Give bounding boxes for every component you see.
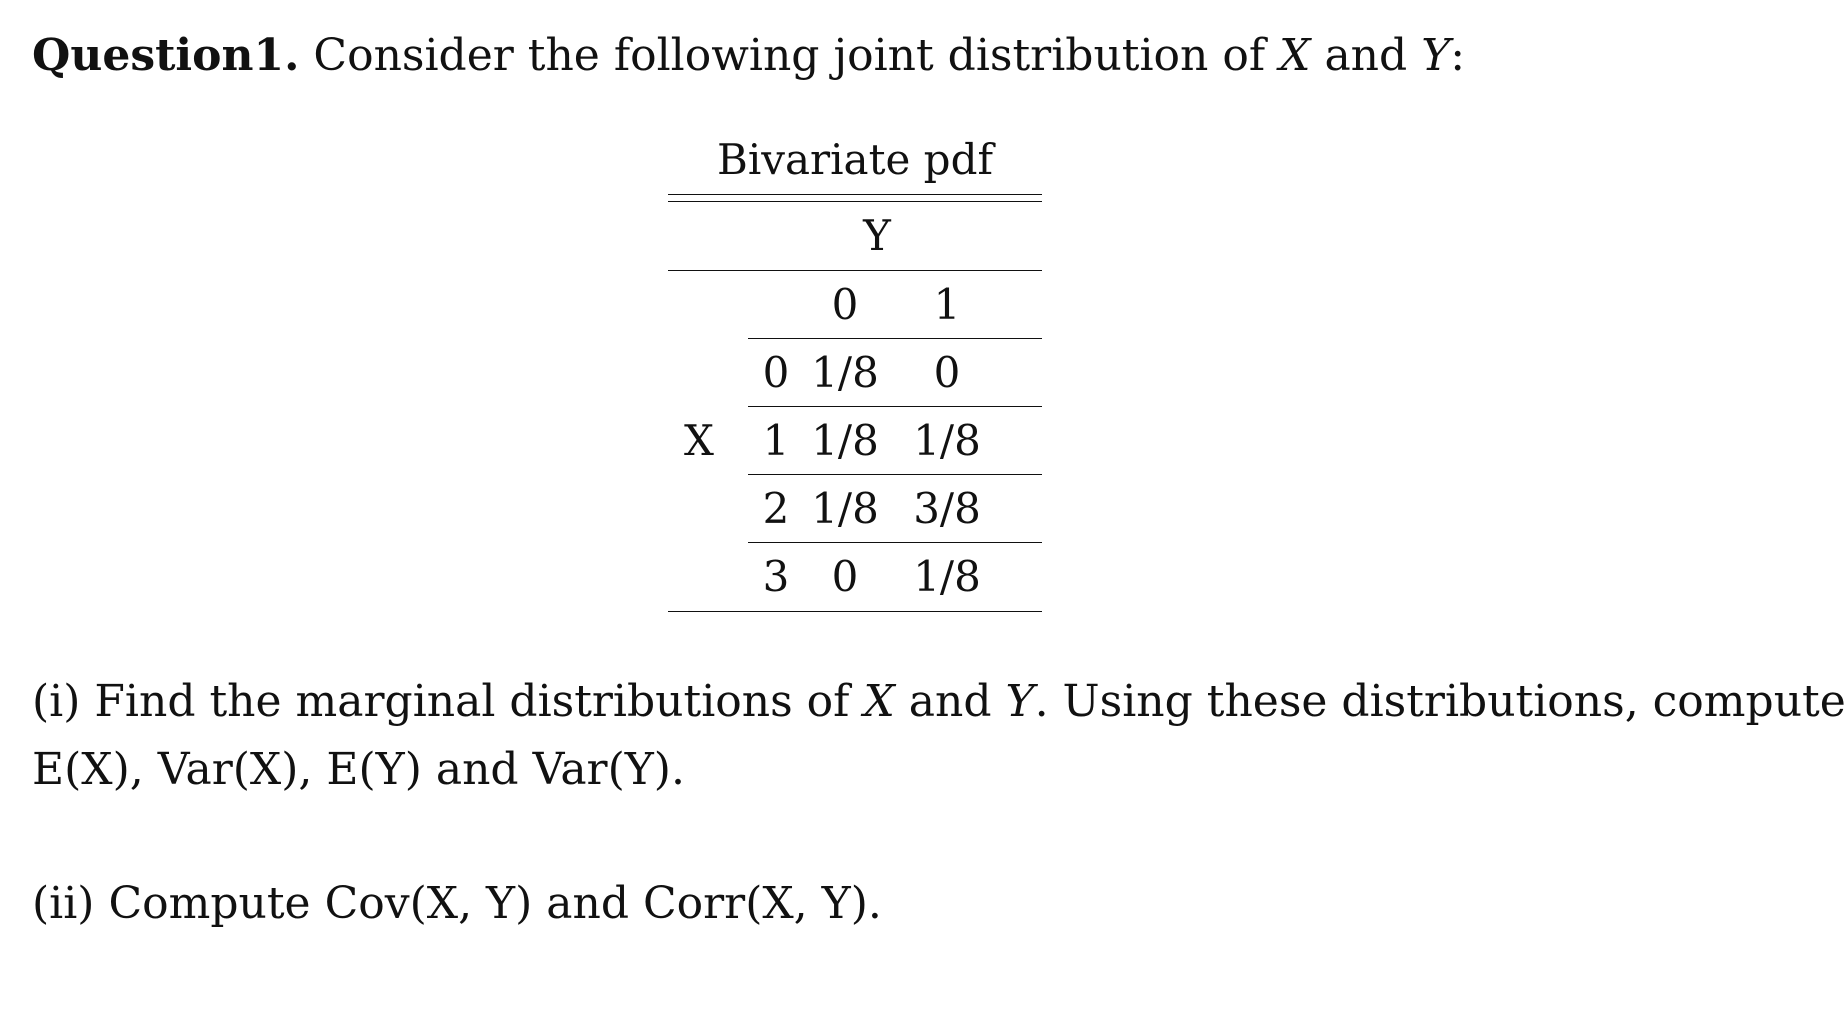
part-i-var-y: Y (1005, 676, 1035, 727)
part-ii-text: Compute Cov(X, Y) and Corr(X, Y). (108, 878, 882, 929)
table-cell: 0 (831, 552, 859, 601)
table-column-header: 1 (933, 280, 961, 329)
table-row-x-value: 1 (762, 416, 790, 465)
question-and: and (1324, 30, 1408, 81)
part-i-and: and (908, 676, 992, 727)
part-ii-line (32, 870, 882, 938)
question-heading (32, 28, 1465, 84)
part-i-label: (i) (32, 676, 81, 727)
table-column-header: 0 (831, 280, 859, 329)
table-cell: 1/8 (913, 416, 981, 465)
table-cell: 3/8 (913, 484, 981, 533)
table-bottom-rule (668, 611, 1042, 612)
table-cell: 1/8 (811, 416, 879, 465)
table-cell: 1/8 (913, 552, 981, 601)
question-var-y: Y (1421, 30, 1451, 81)
table-caption: Bivariate pdf (716, 135, 993, 184)
table-cell: 1/8 (811, 484, 879, 533)
question-var-x: X (1279, 30, 1311, 81)
question-intro: Consider the following joint distribution of (313, 30, 1266, 81)
part-i-line-2: E(X), Var(X), E(Y) and Var(Y). (32, 744, 685, 795)
table-row-x-value: 0 (762, 348, 790, 397)
table-row-variable: X (684, 416, 714, 465)
table-column-variable: Y (863, 211, 891, 260)
table-row-x-value: 2 (762, 484, 790, 533)
part-i-text-a: Find the marginal distributions of (94, 676, 850, 727)
table-cell: 0 (933, 348, 961, 397)
table-grid (668, 271, 1042, 621)
part-i-var-x: X (863, 676, 895, 727)
table-row-x-value: 3 (762, 552, 790, 601)
part-i-text-b: . Using these distributions, compute (1034, 676, 1846, 727)
part-i-line-1 (32, 668, 1846, 736)
part-ii-label: (ii) (32, 878, 95, 929)
bivariate-pdf-table (668, 132, 1042, 621)
table-top-double-rule (668, 194, 1042, 202)
table-cell: 1/8 (811, 348, 879, 397)
question-colon: : (1450, 30, 1466, 81)
question-label: Question1. (32, 30, 300, 81)
